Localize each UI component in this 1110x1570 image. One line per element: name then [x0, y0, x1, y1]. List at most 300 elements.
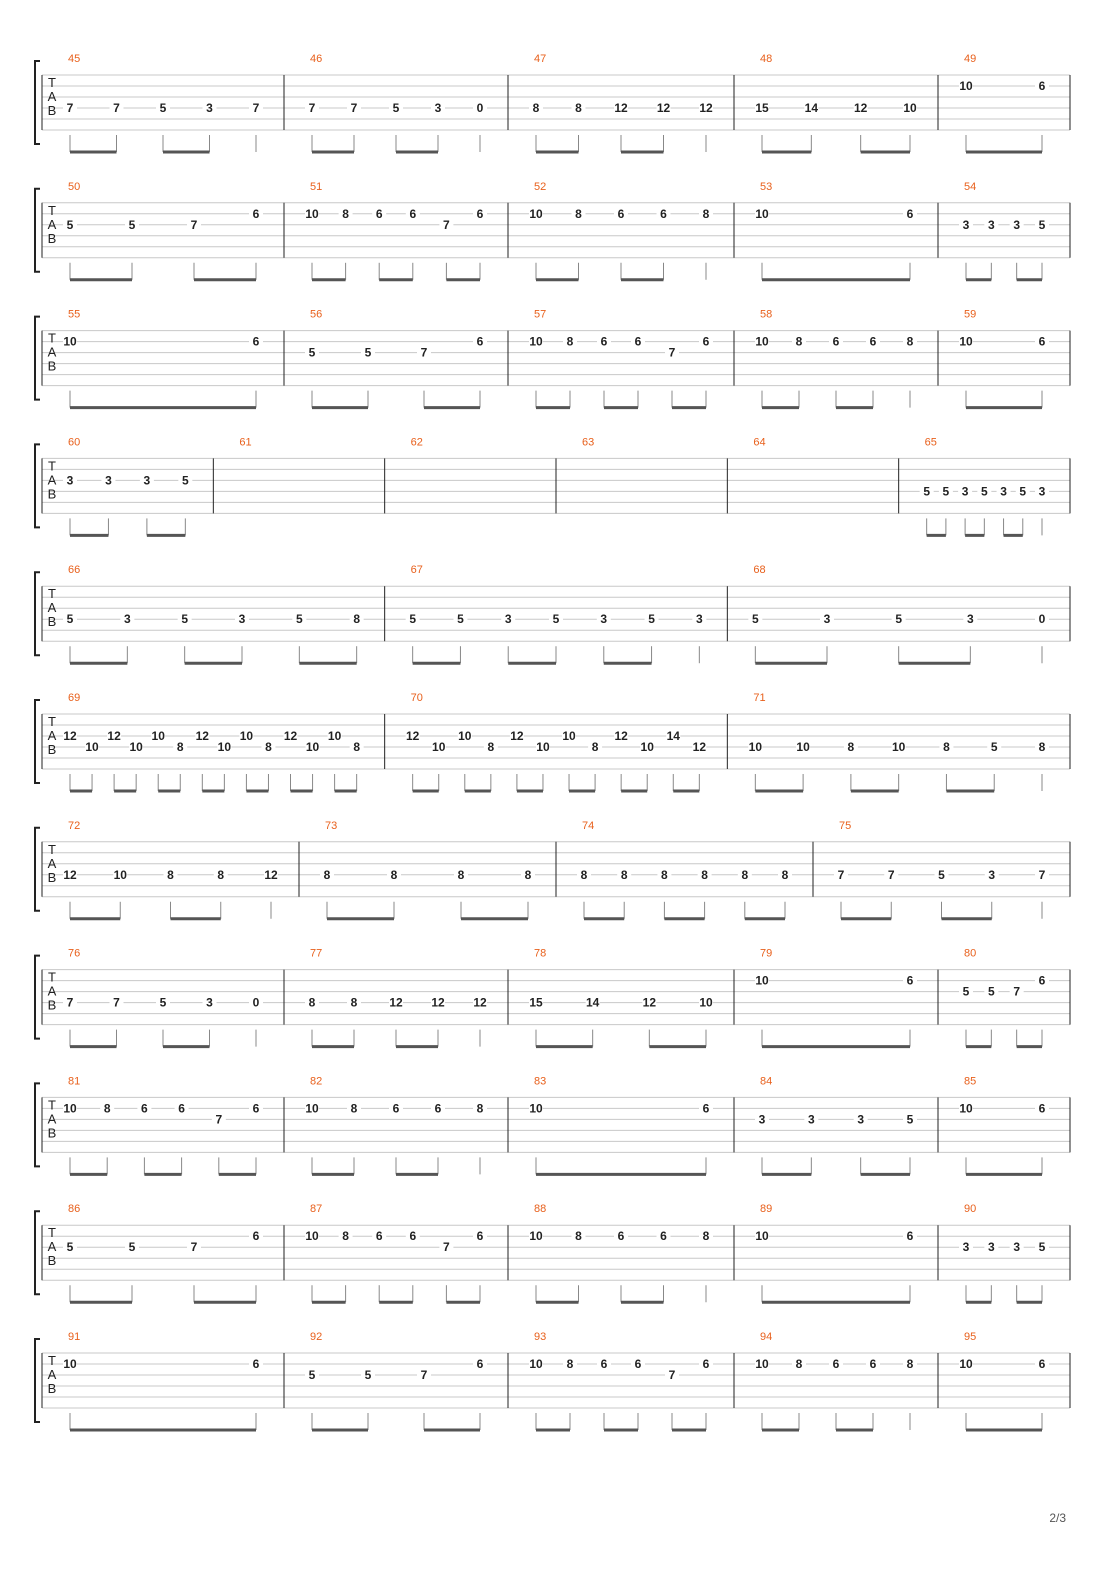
- tab-letter: B: [47, 103, 57, 118]
- fret-number: 7: [1038, 867, 1046, 882]
- fret-number: 8: [701, 867, 708, 882]
- fret-number: 5: [159, 995, 167, 1010]
- fret-number: 5: [409, 612, 417, 627]
- fret-number: 10: [536, 740, 550, 754]
- fret-number: 8: [661, 867, 668, 882]
- fret-number: 8: [847, 740, 855, 754]
- tab-letter: B: [47, 358, 57, 374]
- measure-number: 82: [310, 1075, 323, 1088]
- fret-number: 5: [181, 473, 189, 488]
- fret-number: 6: [375, 206, 383, 221]
- fret-number: 8: [524, 867, 532, 882]
- fret-number: 5: [1019, 484, 1027, 499]
- fret-number: 6: [252, 1101, 260, 1116]
- fret-number: 8: [353, 612, 361, 627]
- measure-number: 86: [68, 1203, 81, 1216]
- fret-number: 3: [105, 473, 112, 488]
- fret-number: 8: [795, 334, 803, 349]
- tab-letter: A: [47, 89, 57, 104]
- fret-number: 7: [308, 101, 316, 115]
- fret-number: 0: [1038, 612, 1046, 627]
- fret-number: 3: [504, 612, 512, 627]
- measure-number: 46: [310, 53, 323, 65]
- measure-number: 72: [68, 819, 81, 832]
- fret-number: 10: [959, 79, 973, 93]
- fret-number: 7: [1013, 984, 1021, 999]
- fret-number: 5: [1038, 1240, 1046, 1255]
- fret-number: 8: [342, 1229, 349, 1244]
- tab-letter: B: [47, 742, 57, 757]
- fret-number: 5: [552, 612, 560, 627]
- fret-number: 3: [987, 1240, 995, 1255]
- tab-letter: T: [48, 1097, 56, 1113]
- measure-number: 60: [68, 436, 81, 449]
- fret-number: 10: [305, 206, 319, 221]
- fret-number: 12: [614, 729, 628, 743]
- measure-number: 85: [964, 1075, 977, 1088]
- tab-letter: T: [48, 458, 56, 474]
- fret-number: 6: [600, 1357, 608, 1371]
- tab-letter: B: [47, 997, 57, 1013]
- fret-number: 6: [1038, 334, 1046, 349]
- fret-number: 3: [962, 217, 970, 232]
- measure-number: 70: [410, 692, 423, 704]
- fret-number: 6: [660, 206, 667, 221]
- measure-number: 77: [310, 947, 323, 960]
- fret-number: 8: [906, 1357, 914, 1371]
- fret-number: 3: [1038, 484, 1046, 499]
- system-bracket: [35, 700, 40, 783]
- fret-number: 8: [350, 1101, 358, 1116]
- measure-number: 93: [534, 1331, 547, 1343]
- fret-number: 5: [364, 345, 372, 360]
- fret-number: 7: [443, 1240, 450, 1255]
- fret-number: 5: [906, 1112, 914, 1127]
- fret-number: 6: [178, 1101, 185, 1116]
- fret-number: 8: [575, 206, 582, 221]
- fret-number: 6: [476, 1229, 484, 1244]
- system-bracket: [35, 1083, 40, 1166]
- fret-number: 8: [781, 867, 789, 882]
- fret-number: 12: [692, 740, 707, 754]
- system-bracket: [35, 1211, 40, 1294]
- fret-number: 14: [804, 101, 819, 115]
- fret-number: 8: [943, 740, 950, 754]
- fret-number: 8: [265, 740, 272, 754]
- tab-letter: A: [47, 1239, 57, 1255]
- fret-number: 12: [63, 729, 77, 743]
- measure-number: 56: [310, 308, 323, 321]
- measure-number: 49: [964, 53, 977, 65]
- fret-number: 14: [585, 995, 600, 1010]
- fret-number: 8: [575, 1229, 582, 1244]
- fret-number: 12: [405, 729, 420, 743]
- measure-number: 87: [310, 1203, 323, 1216]
- fret-number: 7: [837, 867, 845, 882]
- fret-number: 3: [988, 867, 996, 882]
- fret-number: 6: [252, 334, 260, 349]
- fret-number: 3: [962, 1240, 970, 1255]
- fret-number: 7: [350, 101, 358, 115]
- fret-number: 6: [1038, 79, 1046, 93]
- fret-number: 12: [283, 729, 298, 743]
- fret-number: 10: [305, 740, 320, 754]
- fret-number: 10: [755, 206, 769, 221]
- fret-number: 5: [1038, 217, 1046, 232]
- fret-number: 7: [113, 995, 120, 1010]
- fret-number: 10: [129, 740, 143, 754]
- fret-number: 10: [755, 1229, 769, 1244]
- fret-number: 6: [375, 1229, 383, 1244]
- measure-number: 75: [839, 819, 852, 832]
- fret-number: 15: [529, 995, 543, 1010]
- fret-number: 6: [869, 1357, 877, 1371]
- fret-number: 15: [755, 101, 769, 115]
- fret-number: 3: [206, 101, 213, 115]
- fret-number: 3: [1000, 484, 1007, 499]
- fret-number: 8: [217, 867, 225, 882]
- fret-number: 5: [364, 1368, 372, 1382]
- fret-number: 12: [699, 101, 713, 115]
- measure-number: 95: [964, 1331, 977, 1343]
- measure-number: 65: [924, 436, 937, 449]
- measure-number: 81: [68, 1075, 81, 1088]
- measure-number: 63: [582, 436, 595, 449]
- fret-number: 10: [755, 1357, 769, 1371]
- fret-number: 10: [432, 740, 446, 754]
- fret-number: 5: [980, 484, 988, 499]
- fret-number: 5: [962, 984, 970, 999]
- fret-number: 6: [660, 1229, 667, 1244]
- fret-number: 10: [699, 995, 713, 1010]
- fret-number: 6: [634, 334, 642, 349]
- tab-letter: T: [48, 586, 56, 602]
- fret-number: 5: [128, 217, 136, 232]
- measure-number: 62: [410, 436, 423, 449]
- fret-number: 5: [457, 612, 464, 627]
- measure-number: 68: [753, 564, 766, 577]
- fret-number: 3: [206, 995, 213, 1010]
- tab-letter: T: [48, 841, 56, 857]
- fret-number: 5: [66, 217, 74, 232]
- fret-number: 12: [195, 729, 209, 743]
- fret-number: 3: [143, 473, 151, 488]
- fret-number: 10: [755, 973, 769, 988]
- fret-number: 7: [668, 345, 676, 360]
- fret-number: 6: [1038, 1101, 1046, 1116]
- fret-number: 6: [252, 1229, 260, 1244]
- fret-number: 5: [392, 101, 400, 115]
- fret-number: 8: [103, 1101, 111, 1116]
- fret-number: 0: [252, 995, 260, 1010]
- fret-number: 6: [832, 334, 840, 349]
- fret-number: 10: [85, 740, 99, 754]
- fret-number: 6: [832, 1357, 840, 1371]
- fret-number: 6: [906, 206, 914, 221]
- fret-number: 6: [434, 1101, 442, 1116]
- fret-number: 6: [1038, 1357, 1046, 1371]
- fret-number: 6: [617, 1229, 625, 1244]
- fret-number: 8: [620, 867, 628, 882]
- fret-number: 6: [702, 1357, 710, 1371]
- system-bracket: [35, 1339, 40, 1422]
- fret-number: 8: [591, 740, 599, 754]
- fret-number: 7: [420, 345, 428, 360]
- fret-number: 5: [308, 345, 316, 360]
- measure-number: 66: [68, 564, 81, 577]
- fret-number: 10: [959, 334, 973, 349]
- fret-number: 0: [476, 101, 484, 115]
- fret-number: 3: [758, 1112, 766, 1127]
- measure-number: 79: [760, 947, 773, 960]
- fret-number: 6: [869, 334, 877, 349]
- fret-number: 5: [159, 101, 167, 115]
- fret-number: 7: [113, 101, 120, 115]
- fret-number: 8: [308, 995, 316, 1010]
- fret-number: 12: [656, 101, 671, 115]
- tab-letter: T: [48, 330, 56, 346]
- measure-number: 61: [239, 436, 252, 449]
- fret-number: 10: [529, 334, 543, 349]
- fret-number: 10: [891, 740, 906, 754]
- fret-number: 7: [668, 1368, 676, 1382]
- measure-number: 83: [534, 1075, 547, 1088]
- tab-letter: A: [47, 728, 57, 743]
- fret-number: 10: [529, 206, 543, 221]
- fret-number: 8: [795, 1357, 803, 1371]
- fret-number: 14: [666, 729, 680, 743]
- fret-number: 8: [741, 867, 749, 882]
- measure-number: 76: [68, 947, 81, 960]
- fret-number: 10: [903, 101, 917, 115]
- fret-number: 10: [529, 1357, 543, 1371]
- fret-number: 10: [63, 334, 77, 349]
- fret-number: 12: [853, 101, 868, 115]
- fret-number: 5: [942, 484, 950, 499]
- measure-number: 71: [753, 692, 766, 704]
- system-bracket: [35, 956, 40, 1039]
- fret-number: 10: [305, 1101, 319, 1116]
- fret-number: 10: [529, 1101, 543, 1116]
- fret-number: 7: [443, 217, 450, 232]
- tab-letter: B: [47, 230, 57, 246]
- fret-number: 12: [431, 995, 445, 1010]
- tab-letter: T: [48, 75, 56, 90]
- fret-number: 8: [532, 101, 540, 115]
- system-bracket: [35, 828, 40, 911]
- measure-number: 47: [534, 53, 547, 65]
- fret-number: 3: [987, 217, 995, 232]
- fret-number: 12: [107, 729, 121, 743]
- fret-number: 8: [575, 101, 582, 115]
- fret-number: 7: [190, 217, 198, 232]
- fret-number: 6: [617, 206, 625, 221]
- tab-letter: T: [48, 202, 56, 218]
- fret-number: 7: [66, 101, 74, 115]
- system-bracket: [35, 61, 40, 144]
- tab-letter: A: [47, 1111, 57, 1127]
- tab-letter: T: [48, 969, 56, 985]
- fret-number: 10: [151, 729, 165, 743]
- tab-letter: A: [47, 472, 57, 488]
- fret-number: 3: [1013, 217, 1021, 232]
- fret-number: 5: [66, 1240, 74, 1255]
- fret-number: 8: [353, 740, 361, 754]
- fret-number: 6: [476, 206, 484, 221]
- fret-number: 6: [702, 334, 710, 349]
- page-number: 2/3: [1049, 1511, 1066, 1525]
- measure-number: 91: [68, 1331, 81, 1343]
- fret-number: 5: [128, 1240, 136, 1255]
- tab-letter: A: [47, 600, 57, 616]
- fret-number: 3: [961, 484, 969, 499]
- fret-number: 5: [987, 984, 995, 999]
- fret-number: 10: [562, 729, 576, 743]
- fret-number: 3: [600, 612, 608, 627]
- measure-number: 78: [534, 947, 547, 960]
- tab-letter: A: [47, 983, 57, 999]
- fret-number: 8: [350, 995, 358, 1010]
- measure-number: 84: [760, 1075, 773, 1088]
- fret-number: 8: [702, 206, 710, 221]
- fret-number: 3: [966, 612, 974, 627]
- fret-number: 5: [923, 484, 931, 499]
- system-bracket: [35, 444, 40, 527]
- measure-number: 69: [68, 692, 81, 704]
- fret-number: 5: [648, 612, 655, 627]
- system-bracket: [35, 572, 40, 655]
- fret-number: 3: [695, 612, 703, 627]
- fret-number: 3: [823, 612, 831, 627]
- fret-number: 10: [796, 740, 810, 754]
- fret-number: 7: [190, 1240, 198, 1255]
- fret-number: 12: [642, 995, 657, 1010]
- tab-letter: B: [47, 1253, 57, 1269]
- measure-number: 92: [310, 1331, 323, 1343]
- fret-number: 12: [473, 995, 487, 1010]
- fret-number: 5: [751, 612, 759, 627]
- fret-number: 10: [640, 740, 654, 754]
- measure-number: 55: [68, 308, 81, 321]
- tab-letter: A: [47, 1367, 57, 1382]
- measure-number: 89: [760, 1203, 773, 1216]
- fret-number: 5: [895, 612, 903, 627]
- fret-number: 3: [1013, 1240, 1021, 1255]
- measure-number: 51: [310, 180, 323, 193]
- measure-number: 58: [760, 308, 773, 321]
- tab-letter: B: [47, 1125, 57, 1141]
- fret-number: 5: [990, 740, 998, 754]
- fret-number: 10: [748, 740, 763, 754]
- measure-number: 57: [534, 308, 547, 321]
- fret-number: 10: [959, 1357, 973, 1371]
- measure-number: 59: [964, 308, 977, 321]
- fret-number: 6: [409, 206, 417, 221]
- fret-number: 6: [476, 334, 484, 349]
- fret-number: 8: [390, 867, 398, 882]
- fret-number: 8: [323, 867, 331, 882]
- fret-number: 10: [327, 729, 342, 743]
- fret-number: 8: [176, 740, 184, 754]
- measure-number: 88: [534, 1203, 547, 1216]
- measure-number: 94: [760, 1331, 773, 1343]
- measure-number: 48: [760, 53, 773, 65]
- tab-letter: B: [47, 869, 57, 885]
- fret-number: 12: [389, 995, 403, 1010]
- fret-number: 8: [457, 867, 465, 882]
- fret-number: 10: [458, 729, 472, 743]
- tab-letter: A: [47, 344, 57, 360]
- fret-number: 8: [906, 334, 914, 349]
- fret-number: 10: [529, 1229, 543, 1244]
- fret-number: 12: [264, 867, 278, 882]
- fret-number: 3: [123, 612, 131, 627]
- measure-number: 74: [582, 819, 595, 832]
- fret-number: 8: [476, 1101, 484, 1116]
- fret-number: 10: [217, 740, 232, 754]
- tab-letter: B: [47, 614, 57, 630]
- fret-number: 6: [634, 1357, 642, 1371]
- fret-number: 10: [63, 1101, 77, 1116]
- measure-number: 90: [964, 1203, 977, 1216]
- fret-number: 5: [938, 867, 945, 882]
- fret-number: 6: [702, 1101, 710, 1116]
- fret-number: 6: [141, 1101, 148, 1116]
- fret-number: 3: [807, 1112, 815, 1127]
- fret-number: 10: [113, 867, 127, 882]
- fret-number: 3: [857, 1112, 865, 1127]
- fret-number: 6: [476, 1357, 484, 1371]
- fret-number: 8: [167, 867, 174, 882]
- measure-number: 53: [760, 180, 773, 193]
- fret-number: 3: [66, 473, 74, 488]
- measure-number: 54: [964, 180, 977, 193]
- measure-number: 73: [325, 819, 338, 832]
- measure-number: 52: [534, 180, 547, 193]
- fret-number: 6: [409, 1229, 417, 1244]
- fret-number: 6: [906, 973, 914, 988]
- tab-letter: B: [47, 1381, 57, 1396]
- fret-number: 6: [392, 1101, 400, 1116]
- fret-number: 5: [66, 612, 74, 627]
- fret-number: 7: [215, 1112, 223, 1127]
- fret-number: 12: [63, 867, 77, 882]
- tab-letter: T: [48, 1225, 56, 1241]
- fret-number: 6: [600, 334, 608, 349]
- fret-number: 6: [1038, 973, 1046, 988]
- fret-number: 10: [305, 1229, 319, 1244]
- fret-number: 7: [420, 1368, 428, 1382]
- fret-number: 8: [566, 334, 574, 349]
- fret-number: 3: [238, 612, 246, 627]
- tab-letter: A: [47, 216, 57, 232]
- fret-number: 10: [63, 1357, 77, 1371]
- fret-number: 3: [434, 101, 442, 115]
- fret-number: 8: [1038, 740, 1046, 754]
- fret-number: 7: [887, 867, 895, 882]
- fret-number: 8: [342, 206, 349, 221]
- fret-number: 8: [702, 1229, 710, 1244]
- measure-number: 50: [68, 180, 81, 193]
- measure-number: 45: [68, 53, 81, 65]
- fret-number: 10: [959, 1101, 973, 1116]
- fret-number: 6: [252, 206, 260, 221]
- fret-number: 10: [239, 729, 254, 743]
- fret-number: 5: [295, 612, 303, 627]
- fret-number: 5: [308, 1368, 316, 1382]
- fret-number: 12: [510, 729, 524, 743]
- measure-number: 64: [753, 436, 766, 449]
